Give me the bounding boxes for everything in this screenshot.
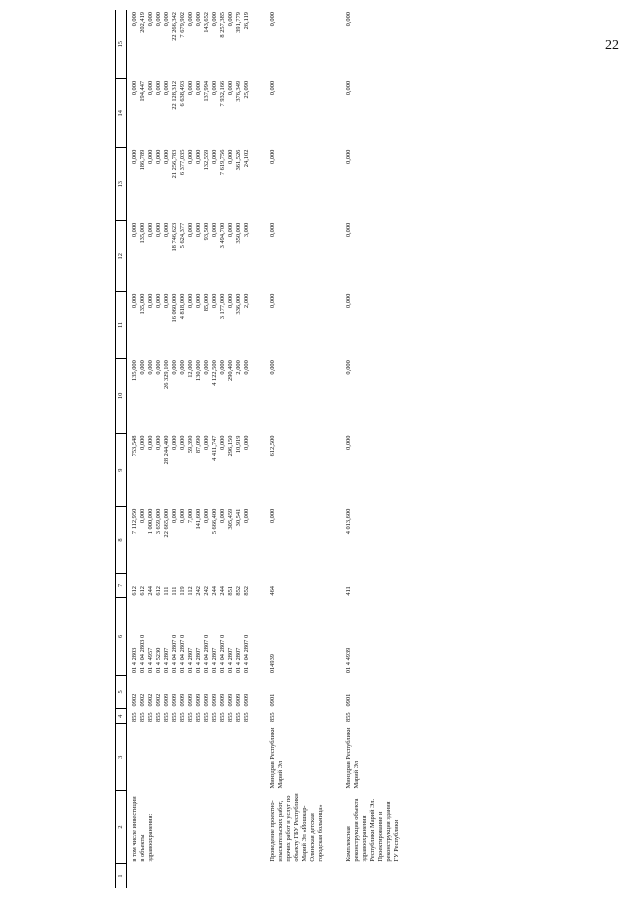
row-number-cell xyxy=(251,864,325,888)
amount-cell: 0,000 xyxy=(345,293,352,309)
table-row xyxy=(127,10,252,888)
amount-cell: 612,500 xyxy=(269,435,276,457)
amount-cell: 0,000 xyxy=(269,360,276,375)
ministry-code-cell: 855 xyxy=(269,712,276,722)
target-article-cell: 014939 xyxy=(269,654,276,674)
section-code-cell: 0901 xyxy=(345,693,352,707)
ministry-code-cell: 855 xyxy=(345,712,352,722)
expense-type-cell: 612 612 244 612 111 111 119 112 242 242 244 244 851 852 852 xyxy=(131,586,250,596)
amount-cell: 0,000 202,419 0,000 0,000 0,000 22 266,342 7 679,902 0,000 0,000 143,652 0,000 8 257,385 0,000 391,779 26,119 xyxy=(131,12,250,41)
row-number-cell xyxy=(325,864,401,888)
header-col-7: 7 xyxy=(116,573,127,597)
ministry-code-cell: 855 855 855 855 855 855 855 855 855 855 855 855 855 855 855 xyxy=(131,712,250,722)
administrator-cell xyxy=(127,724,252,791)
administrator-cell: Минздрав Республики Марий Эл xyxy=(345,727,360,789)
amount-cell: 4 013,600 xyxy=(345,508,352,535)
column-number-header xyxy=(116,10,127,888)
header-col-2: 2 xyxy=(116,790,127,863)
target-article-cell: 01 4 4939 xyxy=(345,647,352,674)
amount-cell: 7 112,950 0,000 1 000,000 3 659,000 22 665,000 0,000 0,000 7,000 141,600 0,000 5 666,400 0,000 305,459 30,541 0,000 xyxy=(131,508,250,538)
table-row xyxy=(325,10,401,888)
expense-type-cell: 464 xyxy=(269,586,276,596)
amount-cell: 0,000 xyxy=(345,222,352,238)
amount-cell: 0,000 135,000 0,000 0,000 0,000 18 746,623 5 624,377 0,000 0,000 93,500 0,000 3 494,700 0,000 350,000 3,000 xyxy=(131,222,250,252)
amount-cell: 0,000 135,000 0,000 0,000 0,000 16 060,000 4 818,000 0,000 0,000 85,000 0,000 3 177,000 0,000 336,000 2,000 xyxy=(131,293,250,323)
section-code-cell: 0902 0902 0902 0902 0909 0909 0909 0909 0909 0909 0909 0909 0909 0909 0909 xyxy=(131,693,250,707)
amount-cell: 135,000 0,000 0,000 0,000 26 329,100 0,000 0,000 12,000 130,000 0,000 4 122,500 0,000 290,400 2,000 0,000 xyxy=(131,360,250,389)
target-article-cell: 01 4 2803 01 4 04 2803 0 01 4 4957 01 4 5230 01 4 2807 01 4 04 2807 0 01 4 04 2807 0 01 4 2807 01 4 2807 01 4 04 2807 0 01 4 2807 01 4 04 2807 0 01 4 2807 01 4 2807 01 4 04 2807 0 xyxy=(131,634,250,674)
table-row xyxy=(251,10,325,888)
amount-cell: 0,000 186,789 0,000 0,000 0,000 21 256,783 6 377,035 0,000 0,000 132,559 0,000 7 619,756 0,000 361,526 24,102 xyxy=(131,149,250,179)
header-col-6: 6 xyxy=(116,598,127,676)
header-col-12: 12 xyxy=(116,221,127,292)
amount-cell: 0,000 xyxy=(345,12,352,27)
amount-cell: 0,000 xyxy=(269,80,276,96)
amount-cell: 0,000 xyxy=(345,435,352,450)
header-col-9: 9 xyxy=(116,434,127,507)
header-col-8: 8 xyxy=(116,507,127,574)
budget-table xyxy=(115,10,401,888)
header-col-10: 10 xyxy=(116,358,127,433)
header-col-3: 3 xyxy=(116,724,127,791)
amount-cell: 0,000 xyxy=(345,360,352,375)
header-col-13: 13 xyxy=(116,148,127,221)
amount-cell: 0,000 xyxy=(269,222,276,238)
amount-cell: 0,000 xyxy=(345,80,352,96)
amount-cell: 0,000 xyxy=(345,149,352,164)
budget-table-rotated xyxy=(115,10,595,888)
header-col-14: 14 xyxy=(116,79,127,148)
page-number: 22 xyxy=(605,38,619,53)
administrator-cell: Минздрав Республики Марий Эл xyxy=(269,727,284,789)
description-cell: в том числе инвестиции в объекты здравоохранения: xyxy=(131,796,154,862)
description-cell: Проведение проектно-изыскательских работ, прочих работ и услуг по объекту ГБУ Республики Марий Эл «Йошкар-Олинская детская городская больница» xyxy=(269,793,324,862)
amount-cell: 0,000 xyxy=(269,508,276,524)
expense-type-cell: 411 xyxy=(345,586,352,596)
header-col-11: 11 xyxy=(116,292,127,359)
amount-cell: 0,000 xyxy=(269,293,276,309)
header-col-1: 1 xyxy=(116,864,127,888)
amount-cell: 0,000 xyxy=(269,149,276,164)
header-col-4: 4 xyxy=(116,708,127,724)
amount-cell: 753,548 0,000 0,000 0,000 28 244,400 0,000 0,000 59,390 87,090 0,000 4 411,747 0,000 296,150 10,919 0,000 xyxy=(131,435,250,465)
header-col-15: 15 xyxy=(116,10,127,79)
section-code-cell: 0901 xyxy=(269,693,276,707)
row-number-cell xyxy=(127,864,252,888)
amount-cell: 0,000 194,447 0,000 0,000 0,000 22 128,312 6 638,493 0,000 0,000 137,994 0,000 7 932,166 0,000 376,349 25,090 xyxy=(131,80,250,110)
amount-cell: 0,000 xyxy=(269,12,276,27)
header-col-5: 5 xyxy=(116,675,127,708)
description-cell: Комплексная реконструкция объекта здравоохранения Республики Марий Эл. Проектирование и реконструкция здания ГУ Республики xyxy=(345,798,400,862)
